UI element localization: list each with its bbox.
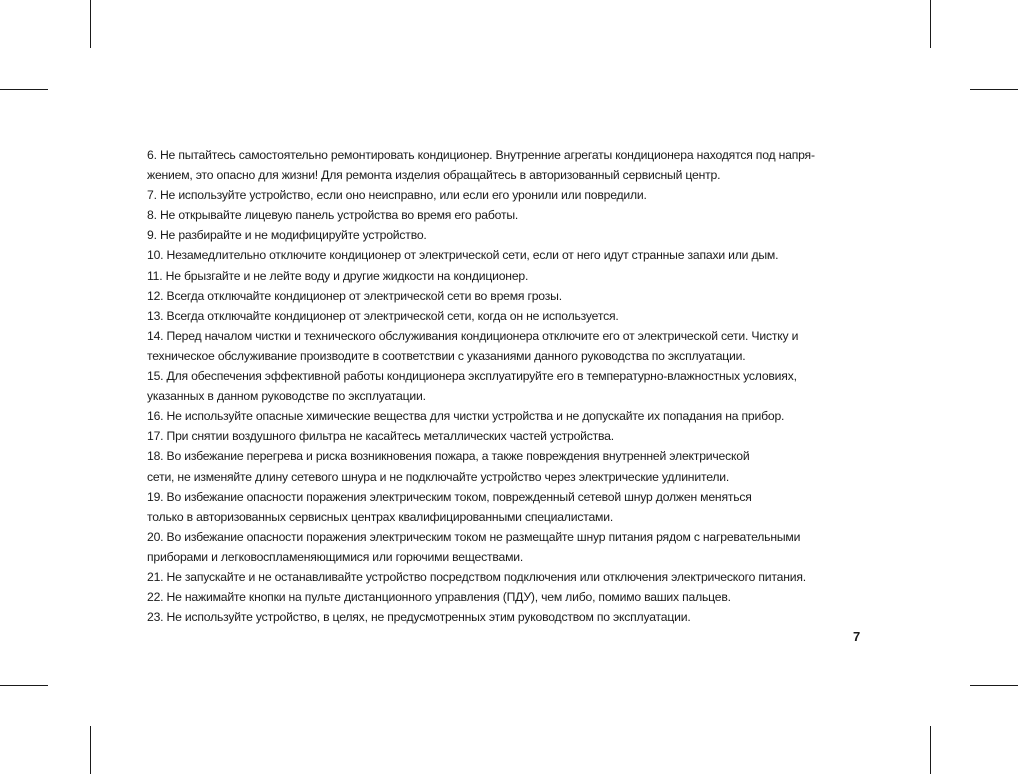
text-line: 23. Не используйте устройство, в целях, не предусмотренных этим руководством по эксплуатации.: [147, 610, 691, 625]
text-line: 11. Не брызгайте и не лейте воду и другие жидкости на кондиционер.: [147, 268, 529, 283]
text-line: 7. Не используйте устройство, если оно неисправно, или если его уронили или повредили.: [147, 188, 647, 203]
page-number: 7: [853, 629, 861, 644]
text-line: жением, это опасно для жизни! Для ремонта изделия обращайтесь в авторизованный сервисный центр.: [147, 168, 721, 183]
crop-mark-top-right-horizontal: [970, 89, 1018, 90]
crop-mark-top-left-vertical: [90, 0, 91, 48]
text-line: 10. Незамедлительно отключите кондиционер от электрической сети, если от него идут странные запахи или дым.: [147, 248, 779, 263]
crop-mark-top-right-vertical: [930, 0, 931, 48]
text-line: 13. Всегда отключайте кондиционер от электрической сети, когда он не используется.: [147, 308, 619, 323]
text-line: 6. Не пытайтесь самостоятельно ремонтировать кондиционер. Внутренние агрегаты кондиционера находятся под напря-: [147, 148, 815, 162]
text-line: 20. Во избежание опасности поражения электрическим током не размещайте шнур питания рядом с нагревательными: [147, 529, 801, 544]
text-line: 9. Не разбирайте и не модифицируйте устройство.: [147, 228, 427, 243]
crop-mark-bottom-left-vertical: [90, 726, 91, 774]
text-line: 14. Перед началом чистки и технического обслуживания кондиционера отключите его от электрической сети. Чистку и: [147, 328, 799, 343]
text-line: техническое обслуживание производите в соответствии с указаниями данного руководства по эксплуатации.: [147, 348, 746, 363]
crop-mark-bottom-right-horizontal: [970, 685, 1018, 686]
safety-instructions-text: [147, 145, 847, 627]
text-line: 21. Не запускайте и не останавливайте устройство посредством подключения или отключения электрического питания.: [147, 569, 806, 584]
crop-mark-bottom-left-horizontal: [0, 685, 48, 686]
text-line: 18. Во избежание перегрева и риска возникновения пожара, а также повреждения внутренней электрической: [147, 449, 750, 464]
text-line: 16. Не используйте опасные химические вещества для чистки устройства и не допускайте их попадания на прибор.: [147, 409, 785, 424]
text-line: 12. Всегда отключайте кондиционер от электрической сети во время грозы.: [147, 288, 562, 303]
crop-mark-top-left-horizontal: [0, 89, 48, 90]
text-line: приборами и легковоспламеняющимися или горючими веществами.: [147, 549, 524, 564]
text-line: указанных в данном руководстве по эксплуатации.: [147, 389, 426, 404]
text-line: 8. Не открывайте лицевую панель устройства во время его работы.: [147, 208, 519, 223]
text-line: сети, не изменяйте длину сетевого шнура и не подключайте устройство через электрические удлинители.: [147, 469, 730, 484]
crop-mark-bottom-right-vertical: [930, 726, 931, 774]
text-line: 19. Во избежание опасности поражения электрическим током, поврежденный сетевой шнур должен меняться: [147, 489, 752, 504]
text-line: только в авторизованных сервисных центрах квалифицированными специалистами.: [147, 509, 614, 524]
text-line: 17. При снятии воздушного фильтра не касайтесь металлических частей устройства.: [147, 429, 614, 444]
text-line: 15. Для обеспечения эффективной работы кондиционера эксплуатируйте его в температурно-влажностных условиях,: [147, 369, 797, 384]
text-line: 22. Не нажимайте кнопки на пульте дистанционного управления (ПДУ), чем либо, помимо ваших пальцев.: [147, 590, 731, 605]
